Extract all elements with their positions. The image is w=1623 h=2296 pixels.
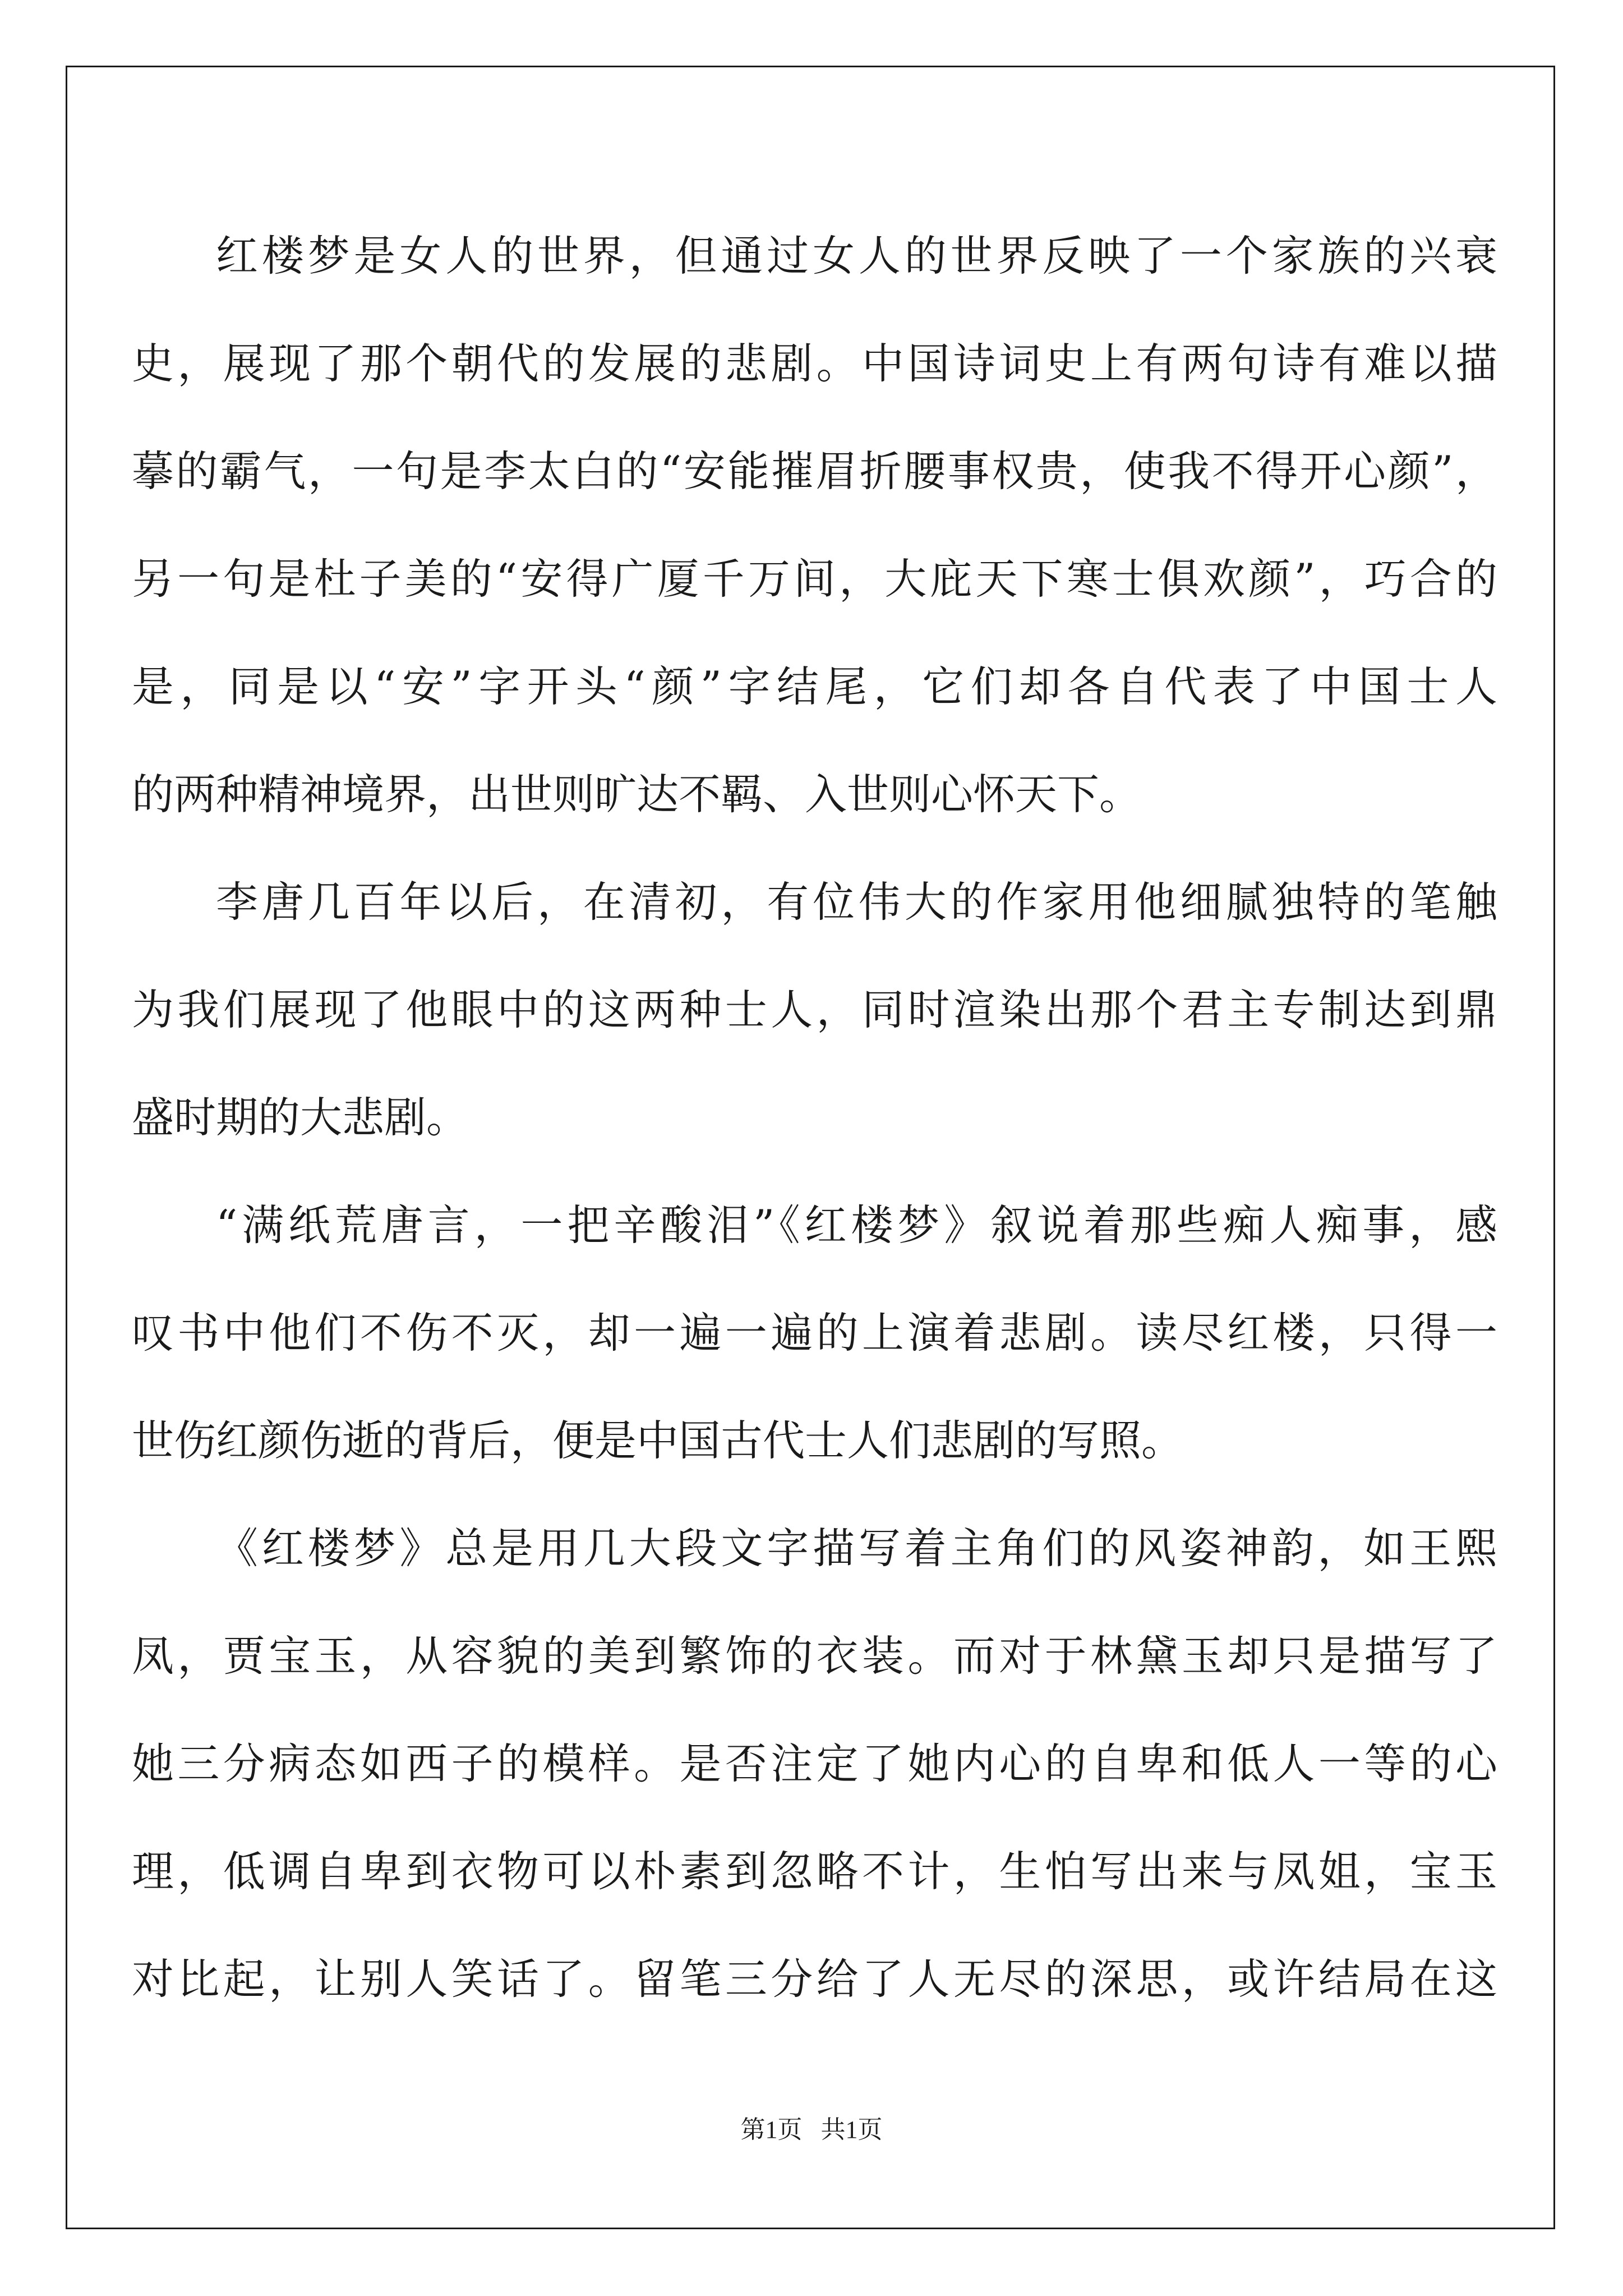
document-body [132, 202, 1497, 2033]
text-line: 李唐几百年以后，在清初，有位伟大的作家用他细腻独特的笔触 [216, 877, 1497, 927]
text-line: 盛时期的大悲剧。 [132, 1093, 469, 1142]
text-line: 红楼梦是女人的世界，但通过女人的世界反映了一个家族的兴衰 [216, 231, 1497, 280]
text-line: 是，同是以“安”字开头“颜”字结尾，它们却各自代表了中国士人 [132, 662, 1497, 711]
text-line: “满纸荒唐言，一把辛酸泪”《红楼梦》叙说着那些痴人痴事，感 [216, 1200, 1497, 1250]
text-line: 对比起，让别人笑话了。留笔三分给了人无尽的深思，或许结局在这 [132, 1954, 1497, 2004]
text-line: 叹书中他们不伤不灭，却一遍一遍的上演着悲剧。读尽红楼，只得一 [132, 1308, 1497, 1358]
text-line: 的两种精神境界，出世则旷达不羁、入世则心怀天下。 [132, 770, 1142, 819]
text-line: 为我们展现了他眼中的这两种士人，同时渲染出那个君主专制达到鼎 [132, 985, 1497, 1034]
page-total: 共1页 [820, 2116, 883, 2143]
text-line: 另一句是杜子美的“安得广厦千万间，大庇天下寒士俱欢颜”，巧合的 [132, 554, 1497, 604]
text-line: 理，低调自卑到衣物可以朴素到忽略不计，生怕写出来与凤姐，宝玉 [132, 1847, 1497, 1896]
text-line: 她三分病态如西子的模样。是否注定了她内心的自卑和低人一等的心 [132, 1739, 1497, 1788]
page-number: 第1页 [740, 2116, 803, 2143]
text-line: 史，展现了那个朝代的发展的悲剧。中国诗词史上有两句诗有难以描 [132, 339, 1497, 388]
text-line: 世伤红颜伤逝的背后，便是中国古代士人们悲剧的写照。 [132, 1416, 1184, 1465]
text-line: 《红楼梦》总是用几大段文字描写着主角们的风姿神韵，如王熙 [216, 1524, 1497, 1573]
text-line: 摹的霸气，一句是李太白的“安能摧眉折腰事权贵，使我不得开心颜”， [132, 447, 1497, 496]
page-footer [0, 2109, 1623, 2145]
text-line: 凤，贾宝玉，从容貌的美到繁饰的衣装。而对于林黛玉却只是描写了 [132, 1631, 1497, 1681]
